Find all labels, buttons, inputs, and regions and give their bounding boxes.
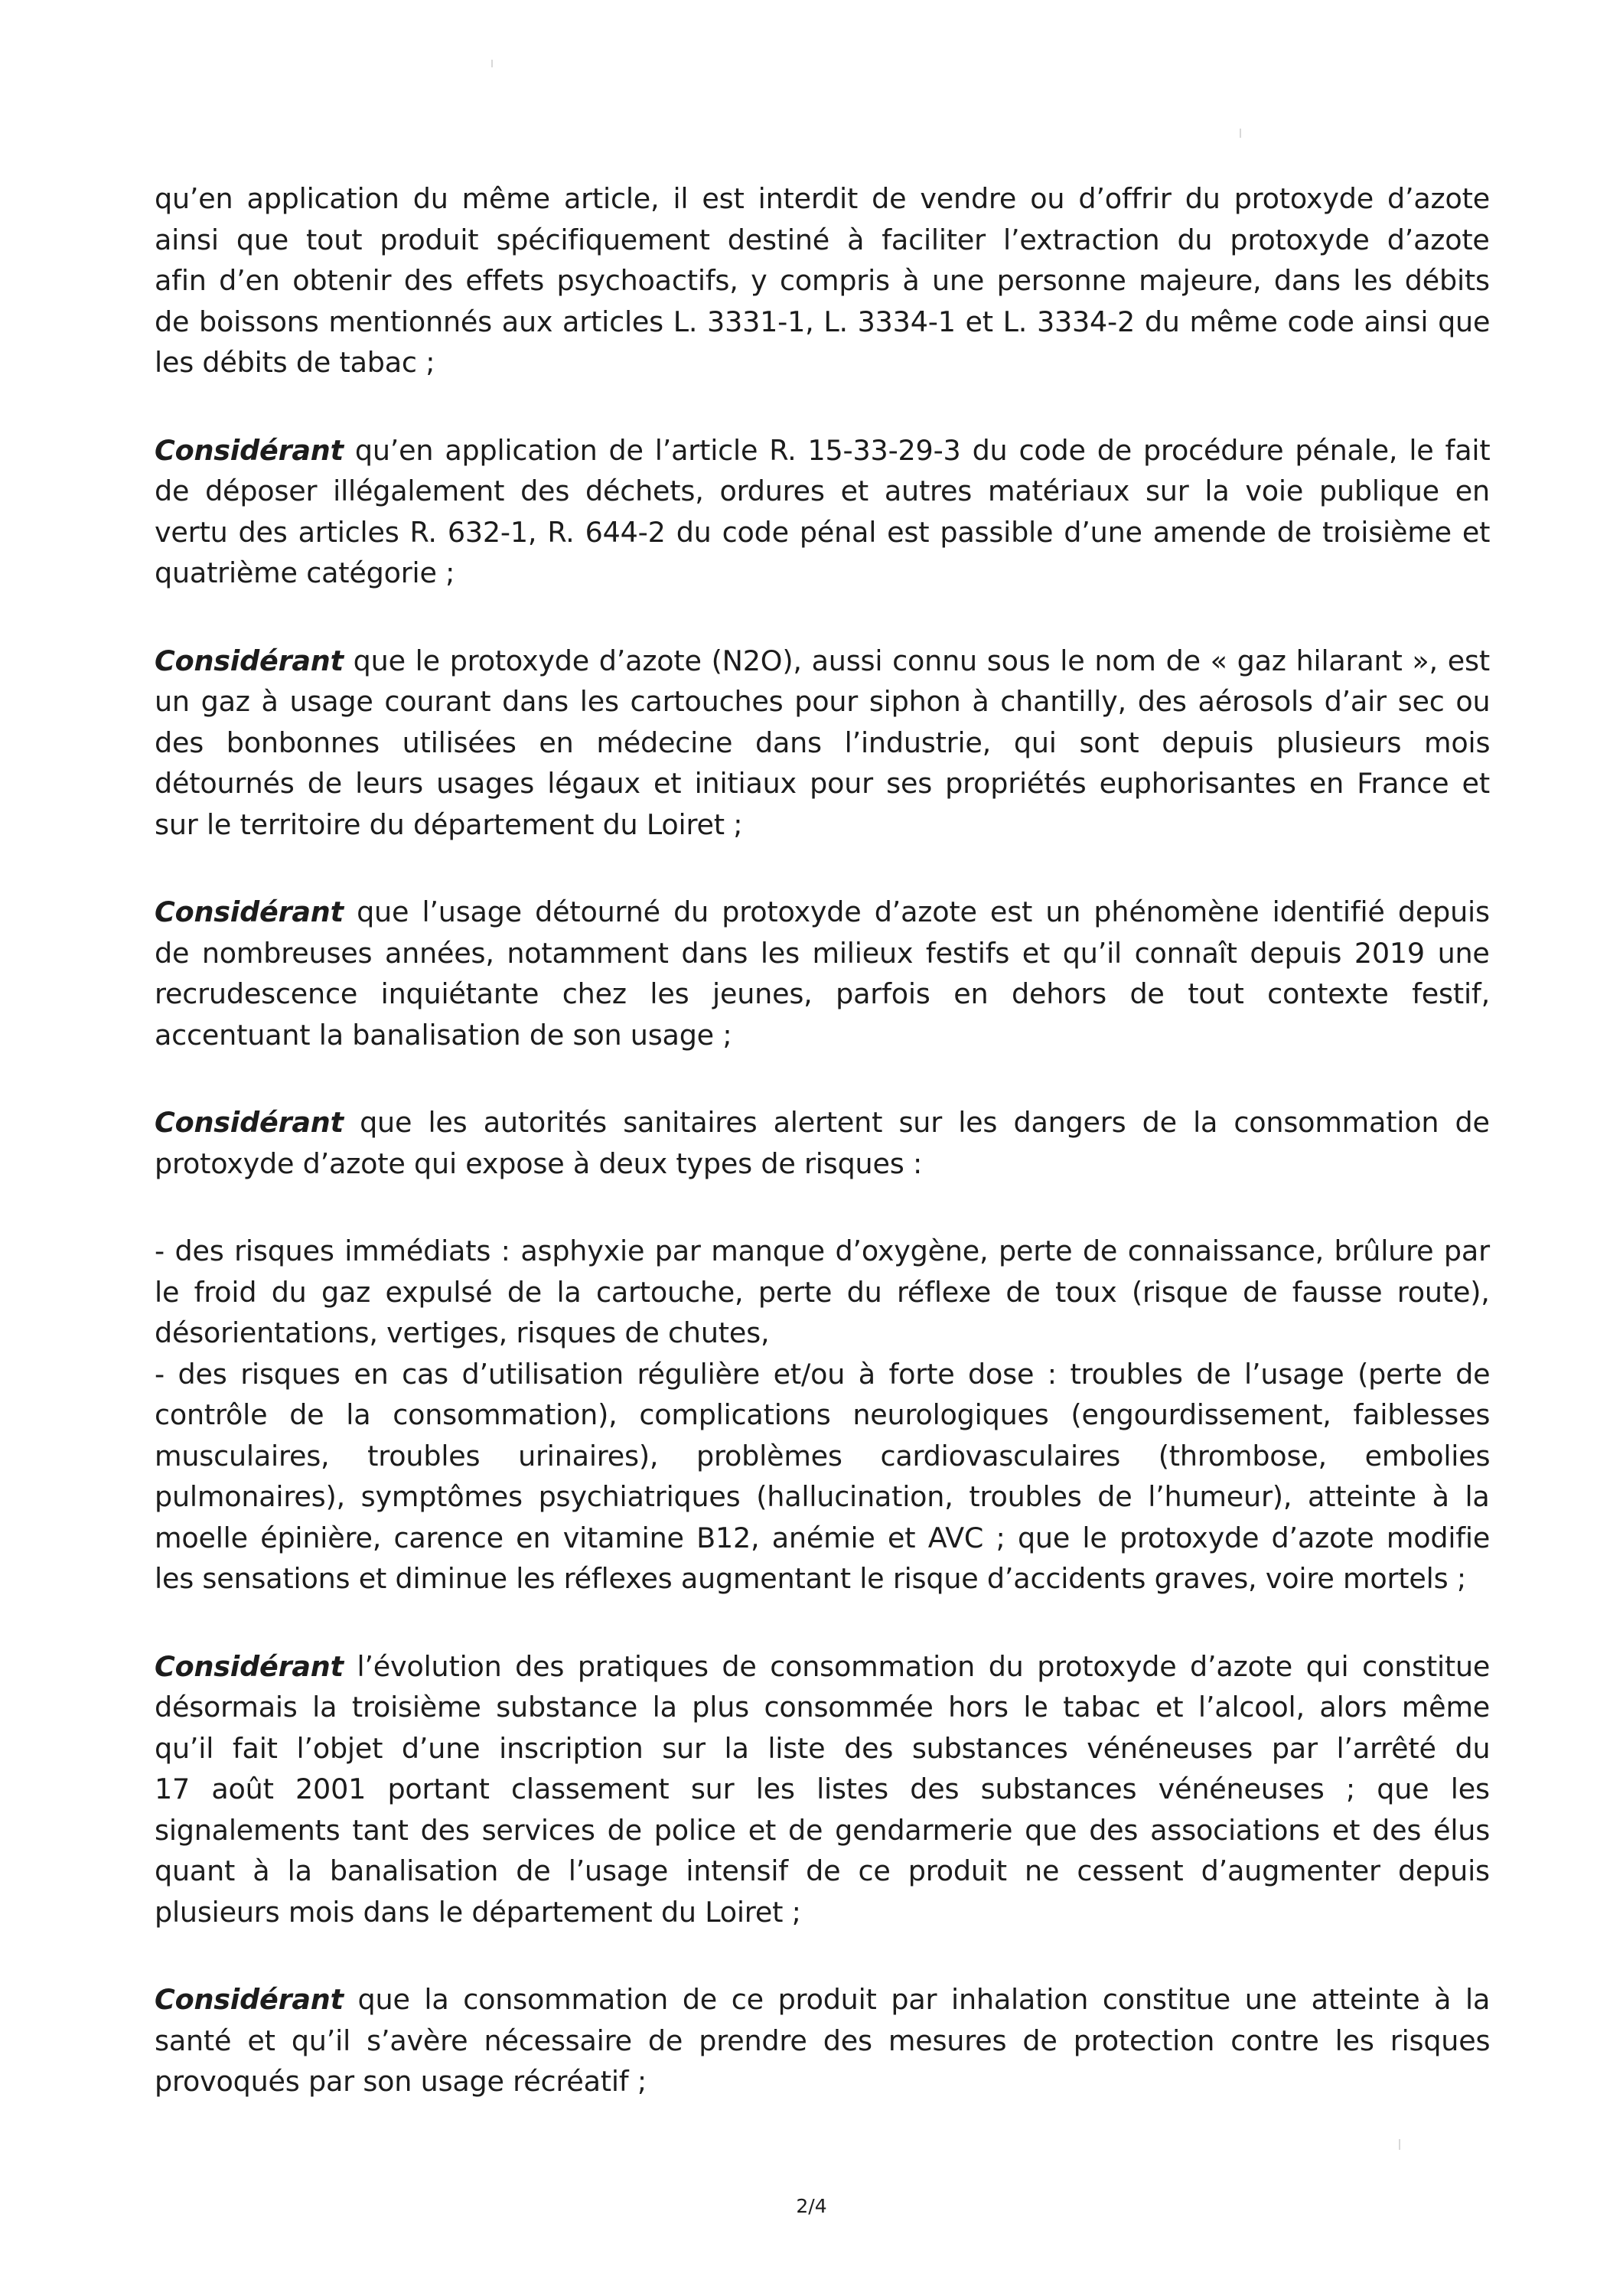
text-line (155, 1272, 1490, 1313)
text-line (155, 1102, 1490, 1143)
line-text: qu’en application du même article, il est interdit de vendre ou d’offrir du protoxyde d’azote (155, 182, 1490, 215)
text-line (155, 933, 1490, 974)
considerant-lead-word: Considérant (155, 1649, 344, 1683)
considerant-paragraph (155, 1102, 1490, 1184)
line-text: - des risques en cas d’utilisation régulière et/ou à forte dose : troubles de l’usage (perte de (155, 1357, 1491, 1391)
text-line (155, 1231, 1490, 1272)
text-line (155, 1646, 1490, 1688)
considerant-paragraph (155, 1646, 1490, 1933)
line-text: 17 août 2001 portant classement sur les listes des substances vénéneuses ; que les (155, 1773, 1490, 1805)
line-text: détournés de leurs usages légaux et initiaux pour ses propriétés euphorisantes en France et (155, 767, 1490, 800)
considerant-lead-word: Considérant (155, 895, 344, 928)
text-line (155, 1810, 1490, 1851)
line-text: que les autorités sanitaires alertent sur les dangers de la consommation de (343, 1106, 1490, 1139)
text-line (155, 1476, 1490, 1518)
text-line (155, 1851, 1490, 1892)
text-line (155, 681, 1490, 722)
text-line (155, 1143, 1490, 1185)
text-line (155, 512, 1490, 553)
line-text: moelle épinière, carence en vitamine B12, anémie et AVC ; que le protoxyde d’azote modifie (155, 1521, 1491, 1554)
line-text: accentuant la banalisation de son usage ; (155, 1018, 732, 1052)
line-text: contrôle de la consommation), complications neurologiques (engourdissement, faiblesses (155, 1398, 1491, 1431)
line-text: désormais la troisième substance la plus consommée hors le tabac et l’alcool, alors même (155, 1691, 1491, 1724)
line-text: de boissons mentionnés aux articles L. 3331-1, L. 3334-1 et L. 3334-2 du même code ainsi que (155, 305, 1491, 338)
line-text: protoxyde d’azote qui expose à deux types de risques : (155, 1146, 923, 1180)
document-body (155, 178, 1490, 2102)
line-text: les sensations et diminue les réflexes augmentant le risque d’accidents graves, voire mortels ; (155, 1562, 1466, 1595)
text-line (155, 974, 1490, 1015)
text-line (155, 260, 1490, 302)
line-text: les débits de tabac ; (155, 346, 435, 379)
text-line (155, 553, 1490, 594)
text-line (155, 641, 1490, 682)
line-text: santé et qu’il s’avère nécessaire de prendre des mesures de protection contre les risques (155, 2024, 1491, 2057)
paragraph (155, 178, 1490, 383)
considerant-paragraph (155, 430, 1490, 594)
considerant-lead-word: Considérant (155, 1106, 344, 1139)
line-text: signalements tant des services de police et de gendarmerie que des associations et des élus (155, 1813, 1491, 1847)
text-line (155, 763, 1490, 804)
text-line (155, 1518, 1490, 1559)
text-line (155, 2020, 1490, 2062)
text-line (155, 1436, 1490, 1477)
text-line (155, 1015, 1490, 1056)
line-text: que le protoxyde d’azote (N2O), aussi connu sous le nom de « gaz hilarant », est (343, 644, 1490, 677)
text-line (155, 2061, 1490, 2102)
line-text: musculaires, troubles urinaires), problèmes cardiovasculaires (thrombose, embolies (155, 1439, 1491, 1473)
line-text: quant à la banalisation de l’usage intensif de ce produit ne cessent d’augmenter depuis (155, 1854, 1490, 1887)
considerant-lead-word: Considérant (155, 433, 344, 467)
text-line (155, 302, 1490, 343)
text-line (155, 1769, 1490, 1810)
scan-speck (491, 60, 493, 67)
line-text: sur le territoire du département du Loiret ; (155, 807, 743, 841)
line-text: des bonbonnes utilisées en médecine dans l’industrie, qui sont depuis plusieurs mois (155, 726, 1491, 759)
line-text: désorientations, vertiges, risques de chutes, (155, 1316, 770, 1349)
line-text: le froid du gaz expulsé de la cartouche, perte du réflexe de toux (risque de fausse route), (155, 1275, 1490, 1309)
line-text: recrudescence inquiétante chez les jeunes, parfois en dehors de tout contexte festif, (155, 977, 1490, 1010)
line-text: pulmonaires), symptômes psychiatriques (hallucination, troubles de l’humeur), atteinte à la (155, 1480, 1490, 1513)
text-line (155, 1558, 1490, 1600)
line-text: afin d’en obtenir des effets psychoactifs, y compris à une personne majeure, dans les débits (155, 264, 1490, 297)
text-line (155, 342, 1490, 383)
text-line (155, 220, 1490, 261)
line-text: que l’usage détourné du protoxyde d’azote est un phénomène identifié depuis (343, 895, 1490, 928)
text-line (155, 430, 1490, 471)
line-text: de nombreuses années, notamment dans les milieux festifs et qu’il connaît depuis 2019 une (155, 936, 1490, 970)
line-text: vertu des articles R. 632-1, R. 644-2 du code pénal est passible d’une amende de troisième et (155, 515, 1491, 549)
text-line (155, 1892, 1490, 1933)
line-text: - des risques immédiats : asphyxie par manque d’oxygène, perte de connaissance, brûlure par (155, 1234, 1490, 1267)
line-text: ainsi que tout produit spécifiquement destiné à faciliter l’extraction du protoxyde d’azote (155, 223, 1490, 256)
line-text: quatrième catégorie ; (155, 556, 455, 589)
scan-speck (1399, 2139, 1400, 2150)
line-text: un gaz à usage courant dans les cartouches pour siphon à chantilly, des aérosols d’air sec ou (155, 685, 1491, 718)
risk-list (155, 1231, 1490, 1600)
text-line (155, 1394, 1490, 1436)
line-text: provoqués par son usage récréatif ; (155, 2065, 647, 2098)
scan-speck (1240, 129, 1241, 138)
text-line (155, 892, 1490, 933)
text-line (155, 1354, 1490, 1395)
line-text: l’évolution des pratiques de consommation du protoxyde d’azote qui constitue (343, 1649, 1491, 1683)
text-line (155, 722, 1490, 764)
line-text: que la consommation de ce produit par inhalation constitue une atteinte à la (343, 1983, 1491, 2016)
line-text: qu’il fait l’objet d’une inscription sur la liste des substances vénéneuses par l’arrêté du (155, 1731, 1491, 1765)
line-text: plusieurs mois dans le département du Loiret ; (155, 1895, 801, 1929)
text-line (155, 178, 1490, 220)
text-line (155, 1728, 1490, 1769)
line-text: de déposer illégalement des déchets, ordures et autres matériaux sur la voie publique en (155, 475, 1490, 507)
considerant-lead-word: Considérant (155, 644, 344, 677)
text-line (155, 804, 1490, 846)
text-line (155, 1979, 1490, 2020)
text-line (155, 471, 1490, 512)
text-line (155, 1313, 1490, 1354)
considerant-paragraph (155, 641, 1490, 846)
page-number: 2/4 (796, 2195, 827, 2217)
line-text: qu’en application de l’article R. 15-33-29-3 du code de procédure pénale, le fait (343, 433, 1491, 467)
considerant-lead-word: Considérant (155, 1983, 344, 2016)
considerant-paragraph (155, 892, 1490, 1055)
considerant-paragraph (155, 1979, 1490, 2102)
text-line (155, 1687, 1490, 1728)
